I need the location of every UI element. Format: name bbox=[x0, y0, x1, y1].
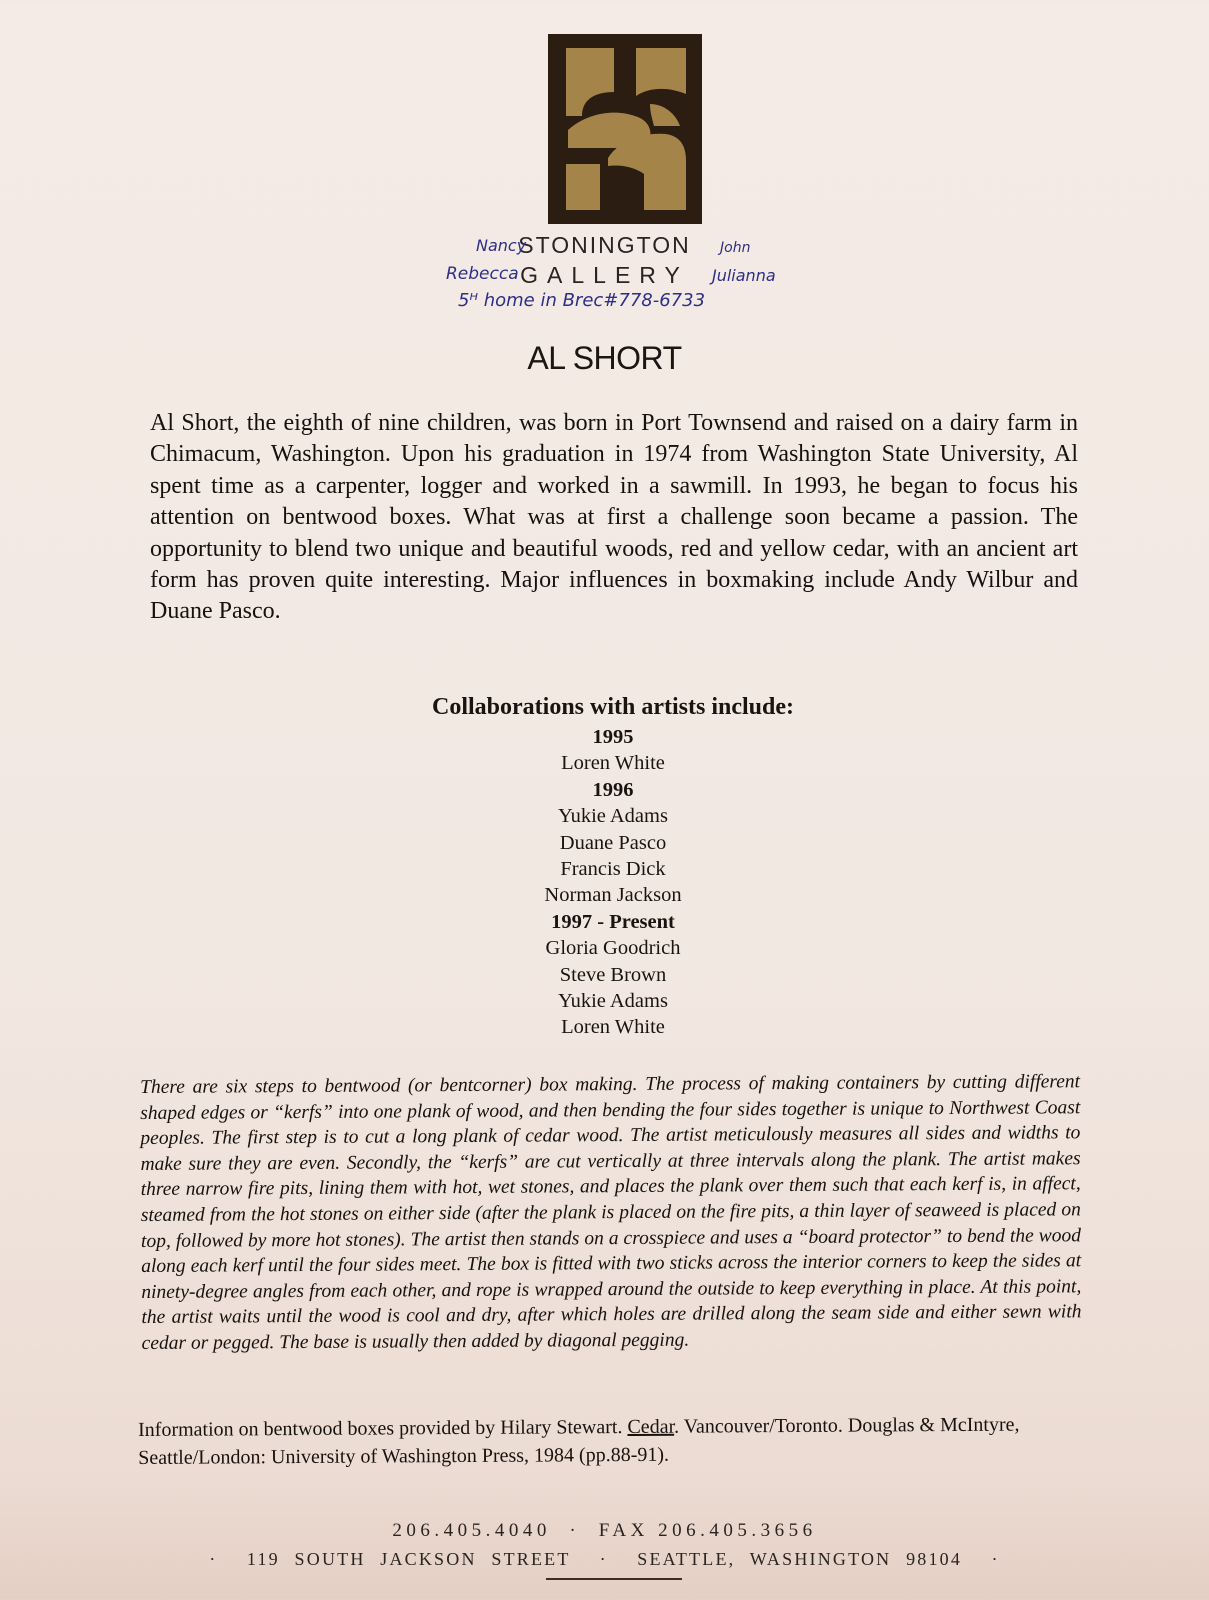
collab-artist: Loren White bbox=[561, 1016, 665, 1039]
footer-contact-line bbox=[0, 1520, 1209, 1542]
collab-artist: Duane Pasco bbox=[559, 831, 667, 854]
footer-separator: · bbox=[560, 1520, 590, 1541]
footer-separator: · bbox=[584, 1549, 623, 1569]
collab-artist: Norman Jackson bbox=[544, 884, 682, 907]
collab-artist: Yukie Adams bbox=[558, 805, 668, 828]
collab-artist: Gloria Goodrich bbox=[545, 937, 681, 960]
collab-artist: Francis Dick bbox=[560, 858, 666, 881]
footer-address: 119 SOUTH JACKSON STREET bbox=[246, 1549, 571, 1569]
source-book-title: Cedar bbox=[627, 1415, 675, 1439]
collab-year: 1996 bbox=[592, 778, 634, 801]
handwritten-john: John bbox=[720, 240, 751, 256]
footer-fax: FAX 206.405.3656 bbox=[598, 1520, 817, 1541]
footer-separator: · bbox=[976, 1549, 1000, 1569]
collab-artist: Yukie Adams bbox=[558, 990, 668, 1013]
source-suffix: . Vancouver/Toronto. Douglas & McIntyre, Seattle/London: University of Washington Press, 1984 (pp.88-91). bbox=[138, 1413, 1020, 1469]
gallery-logo-icon bbox=[548, 34, 702, 224]
artist-name-heading: AL SHORT bbox=[527, 340, 682, 376]
collab-artist: Loren White bbox=[561, 752, 665, 775]
collab-year: 1995 bbox=[592, 726, 634, 748]
collab-year: 1997 - Present bbox=[551, 910, 675, 933]
footer-rule bbox=[546, 1578, 682, 1580]
handwritten-julianna: Julianna bbox=[712, 266, 776, 285]
handwritten-rebecca: Rebecca bbox=[446, 264, 519, 284]
footer-phone: 206.405.4040 bbox=[392, 1520, 551, 1541]
collaborations-list bbox=[0, 724, 1209, 1041]
handwritten-nancy: Nancy bbox=[476, 236, 527, 255]
footer-city: SEATTLE, WASHINGTON 98104 bbox=[637, 1549, 963, 1569]
collab-artist: Steve Brown bbox=[559, 963, 667, 986]
gallery-name-line1: STONINGTON bbox=[518, 232, 691, 258]
source-citation bbox=[138, 1410, 1088, 1472]
box-making-process-paragraph: There are six steps to bentwood (or bentcorner) box making. The process of making containers by cutting different shaped edges or “kerfs” into one plank of wood, and then bending the four sides together is unique to Northwest Coast peoples. The first step is to cut a long plank of cedar wood. The artist meticulously measures all sides and widths to make sure they are even. Secondly, the “kerfs” are cut vertically at three intervals along the plank. The artist makes three narrow fire pits, lining them with hot, wet stones, and places the plank over them such that each kerf is, in affect, steamed from the hot stones on either side (after the plank is placed on the fire pits, a thin layer of seaweed is placed on top, followed by more hot stones). The artist then stands on a crosspiece and uses a “board protector” to bend the wood along each kerf until the four sides meet. The box is fitted with two sticks across the interior corners to keep the sides at ninety-degree angles from each other, and rope is wrapped around the outside to keep everything in place. At this point, the artist waits until the wood is cool and dry, after which holes are drilled along the seam side and either sewn with cedar or pegged. The base is usually then added by diagonal pegging. bbox=[140, 1071, 1082, 1354]
footer-separator: · bbox=[209, 1549, 233, 1569]
artist-biography: Al Short, the eighth of nine children, was born in Port Townsend and raised on a dairy farm in Chimacum, Washington. Upon his graduation in 1974 from Washington State University, Al spent time as a carpenter, logger and worked in a sawmill. In 1993, he began to focus his attention on bentwood boxes. What was at first a challenge soon became a passion. The opportunity to blend two unique and beautiful woods, red and yellow cedar, with an ancient art form has proven quite interesting. Major influences in boxmaking include Andy Wilbur and Duane Pasco. bbox=[150, 410, 1078, 625]
collaborations-heading: Collaborations with artists include: bbox=[431, 694, 794, 720]
collaborations-section bbox=[0, 690, 1209, 1041]
footer-address-line bbox=[0, 1549, 1209, 1570]
gallery-name-line2: GALLERY bbox=[520, 262, 689, 288]
handwritten-phone-note: 5ᴴ home in Brec#778-6733 bbox=[458, 290, 706, 311]
source-prefix: Information on bentwood boxes provided by Hilary Stewart. bbox=[138, 1416, 628, 1441]
